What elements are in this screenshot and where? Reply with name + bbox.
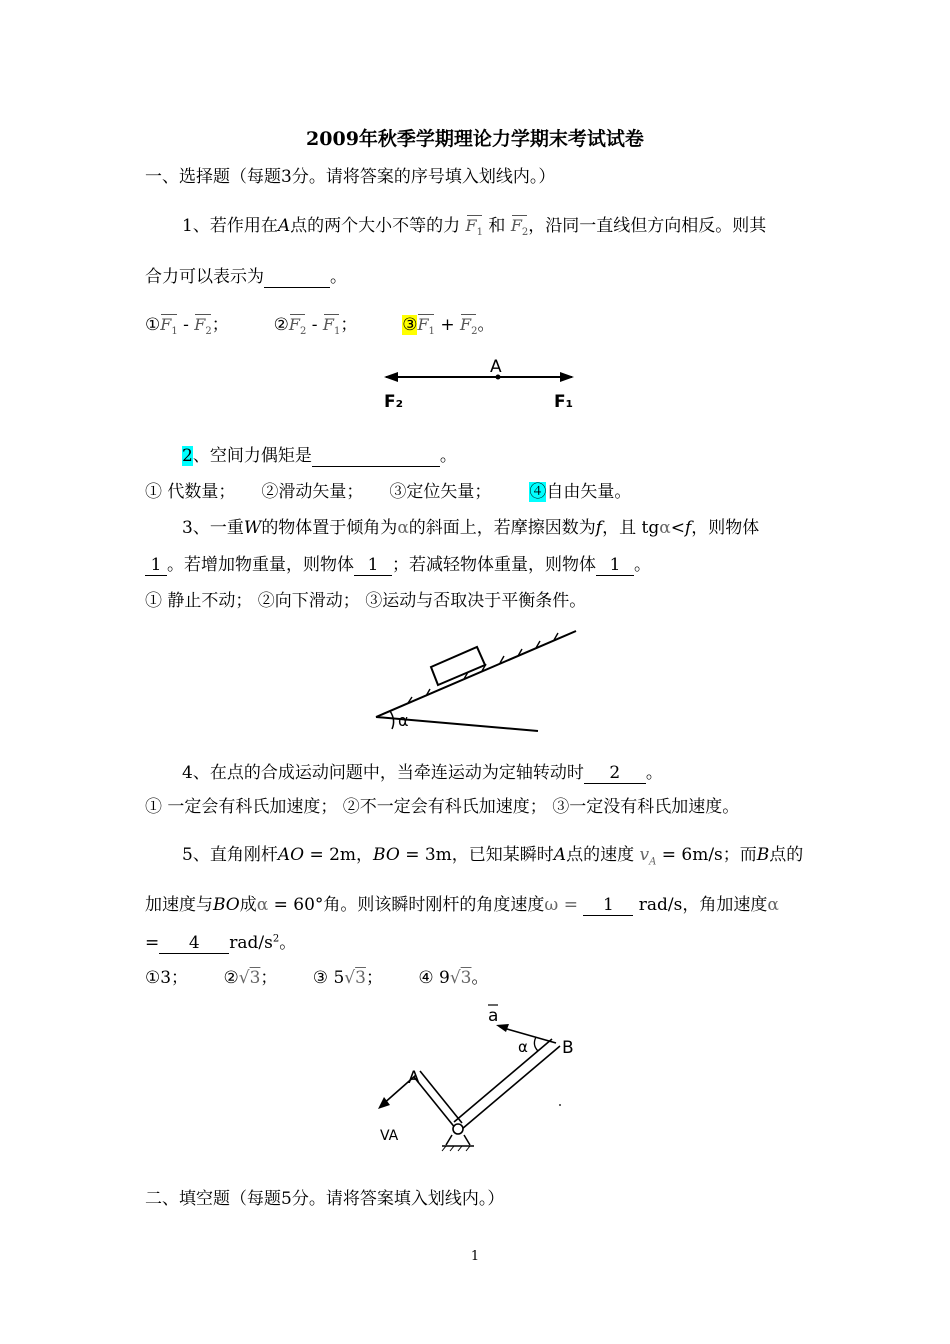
answer-blank[interactable]: 1 — [145, 556, 167, 576]
section-heading: 二、填空题（每题5分。请将答案填入划线内。） — [145, 1189, 505, 1209]
force-label-f2: F₂ — [384, 392, 404, 412]
option-2: $②F_2 - F_1$； — [273, 315, 358, 338]
question-3-line-1: 3、一重W的物体置于倾角为α的斜面上，若摩擦因数为f，且 tgα<f，则物体 — [182, 518, 760, 538]
acceleration-label: a — [488, 1006, 499, 1026]
angle-label: α — [518, 1038, 528, 1056]
question-4: 4、在点的合成运动问题中，当牵连运动为定轴转动时 2 。 — [182, 763, 663, 783]
answer-blank[interactable]: 1 — [583, 896, 633, 916]
answer-blank[interactable]: 1 — [596, 556, 634, 576]
velocity-label: VA — [380, 1128, 399, 1144]
question-5-line-1: 5、直角刚杆AO = 2m，BO = 3m，已知某瞬时A点的速度 $v_A = 6m/s$；而B点的 — [182, 845, 804, 868]
incline-angle-label: α — [398, 711, 409, 730]
page-number: 1 — [470, 1249, 480, 1264]
question-5-options: ①3； ②√3； ③ 5√3； ④ 9√3。 — [145, 968, 489, 988]
question-1-line-1: 1、若作用在A点的两个大小不等的力 $F_1$ 和 $F_2$，沿同一直线但方向相反。则其 — [182, 216, 767, 239]
answer-blank[interactable] — [264, 268, 330, 288]
option-1: $①F_1 - F_2$； — [145, 315, 229, 338]
question-5-line-2: 加速度与BO成α = 60°角。则该瞬时刚杆的角度速度ω = 1 rad/s，角加速度α — [145, 895, 779, 915]
answer-blank[interactable] — [312, 447, 440, 467]
question-3-options: ① 静止不动； ②向下滑动； ③运动与否取决于平衡条件。 — [145, 591, 587, 611]
question-1-line-2: 合力可以表示为 。 — [145, 267, 347, 287]
figure-forces — [380, 355, 580, 415]
question-2: 2、空间力偶矩是 。 — [182, 446, 457, 466]
figure-right-angle-rod — [368, 995, 598, 1155]
question-1-options — [145, 310, 494, 337]
force-f2: $F_2$ — [510, 216, 529, 239]
option-3: $③F_1 + F_2$。 — [402, 315, 495, 338]
page-title: 2009年秋季学期理论力学期末考试试卷 — [306, 128, 644, 150]
answer-blank[interactable]: 4 — [159, 934, 229, 954]
point-label-a: A — [408, 1068, 420, 1088]
answer-blank[interactable]: 2 — [584, 764, 646, 784]
question-3-line-2: 1 。若增加物重量，则物体 1 ；若减轻物体重量，则物体 1 。 — [145, 550, 651, 576]
question-5-line-3: = 4 rad/$s^2$。 — [145, 933, 297, 953]
figure-incline — [368, 625, 588, 740]
point-a: A — [277, 216, 291, 236]
section-heading: 一、选择题（每题3分。请将答案的序号填入划线内。） — [145, 167, 556, 187]
question-2-options: ① 代数量； ②滑动矢量； ③定位矢量； ④自由矢量。 — [145, 482, 632, 502]
answer-blank[interactable]: 1 — [354, 556, 392, 576]
force-f1: $F_1$ — [465, 216, 483, 239]
force-label-f1: F₁ — [554, 392, 574, 412]
question-4-options: ① 一定会有科氏加速度； ②不一定会有科氏加速度； ③一定没有科氏加速度。 — [145, 797, 740, 817]
point-label-a: A — [490, 357, 502, 377]
point-label-b: B — [562, 1038, 574, 1058]
